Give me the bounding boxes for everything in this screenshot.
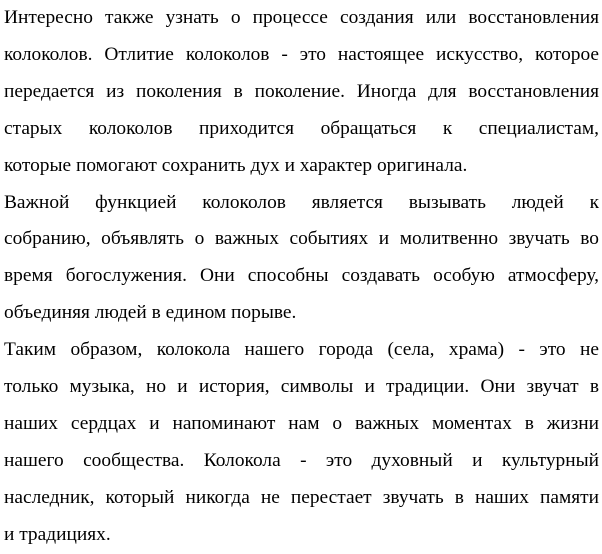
text-line: только музыка, но и история, символы и традиции. Они звучат в xyxy=(4,376,599,398)
paragraph-1 xyxy=(4,0,599,185)
text-line: наследник, который никогда не перестает звучать в наших памяти xyxy=(4,486,599,508)
text-line: старых колоколов приходится обращаться к специалистам, xyxy=(4,117,599,139)
text-line: время богослужения. Они способны создавать особую атмосферу, xyxy=(4,265,599,287)
text-line: которые помогают сохранить дух и характер оригинала. xyxy=(4,154,468,176)
text-line: объединяя людей в едином порыве. xyxy=(4,302,297,324)
text-line: колоколов. Отлитие колоколов - это настоящее искусство, которое xyxy=(4,43,599,65)
text-line: Важной функцией колоколов является вызывать людей к xyxy=(4,191,599,213)
text-line: Таким образом, колокола нашего города (села, храма) - это не xyxy=(4,339,599,361)
text-line: собранию, объявлять о важных событиях и молитвенно звучать во xyxy=(4,228,599,250)
text-line: и традициях. xyxy=(4,523,111,545)
paragraph-2 xyxy=(4,185,599,333)
text-line: наших сердцах и напоминают нам о важных моментах в жизни xyxy=(4,412,599,434)
text-line: передается из поколения в поколение. Иногда для восстановления xyxy=(4,80,599,102)
paragraph-3 xyxy=(4,332,599,553)
text-line: Интересно также узнать о процессе создания или восстановления xyxy=(4,7,599,28)
text-line: нашего сообщества. Колокола - это духовный и культурный xyxy=(4,449,599,471)
